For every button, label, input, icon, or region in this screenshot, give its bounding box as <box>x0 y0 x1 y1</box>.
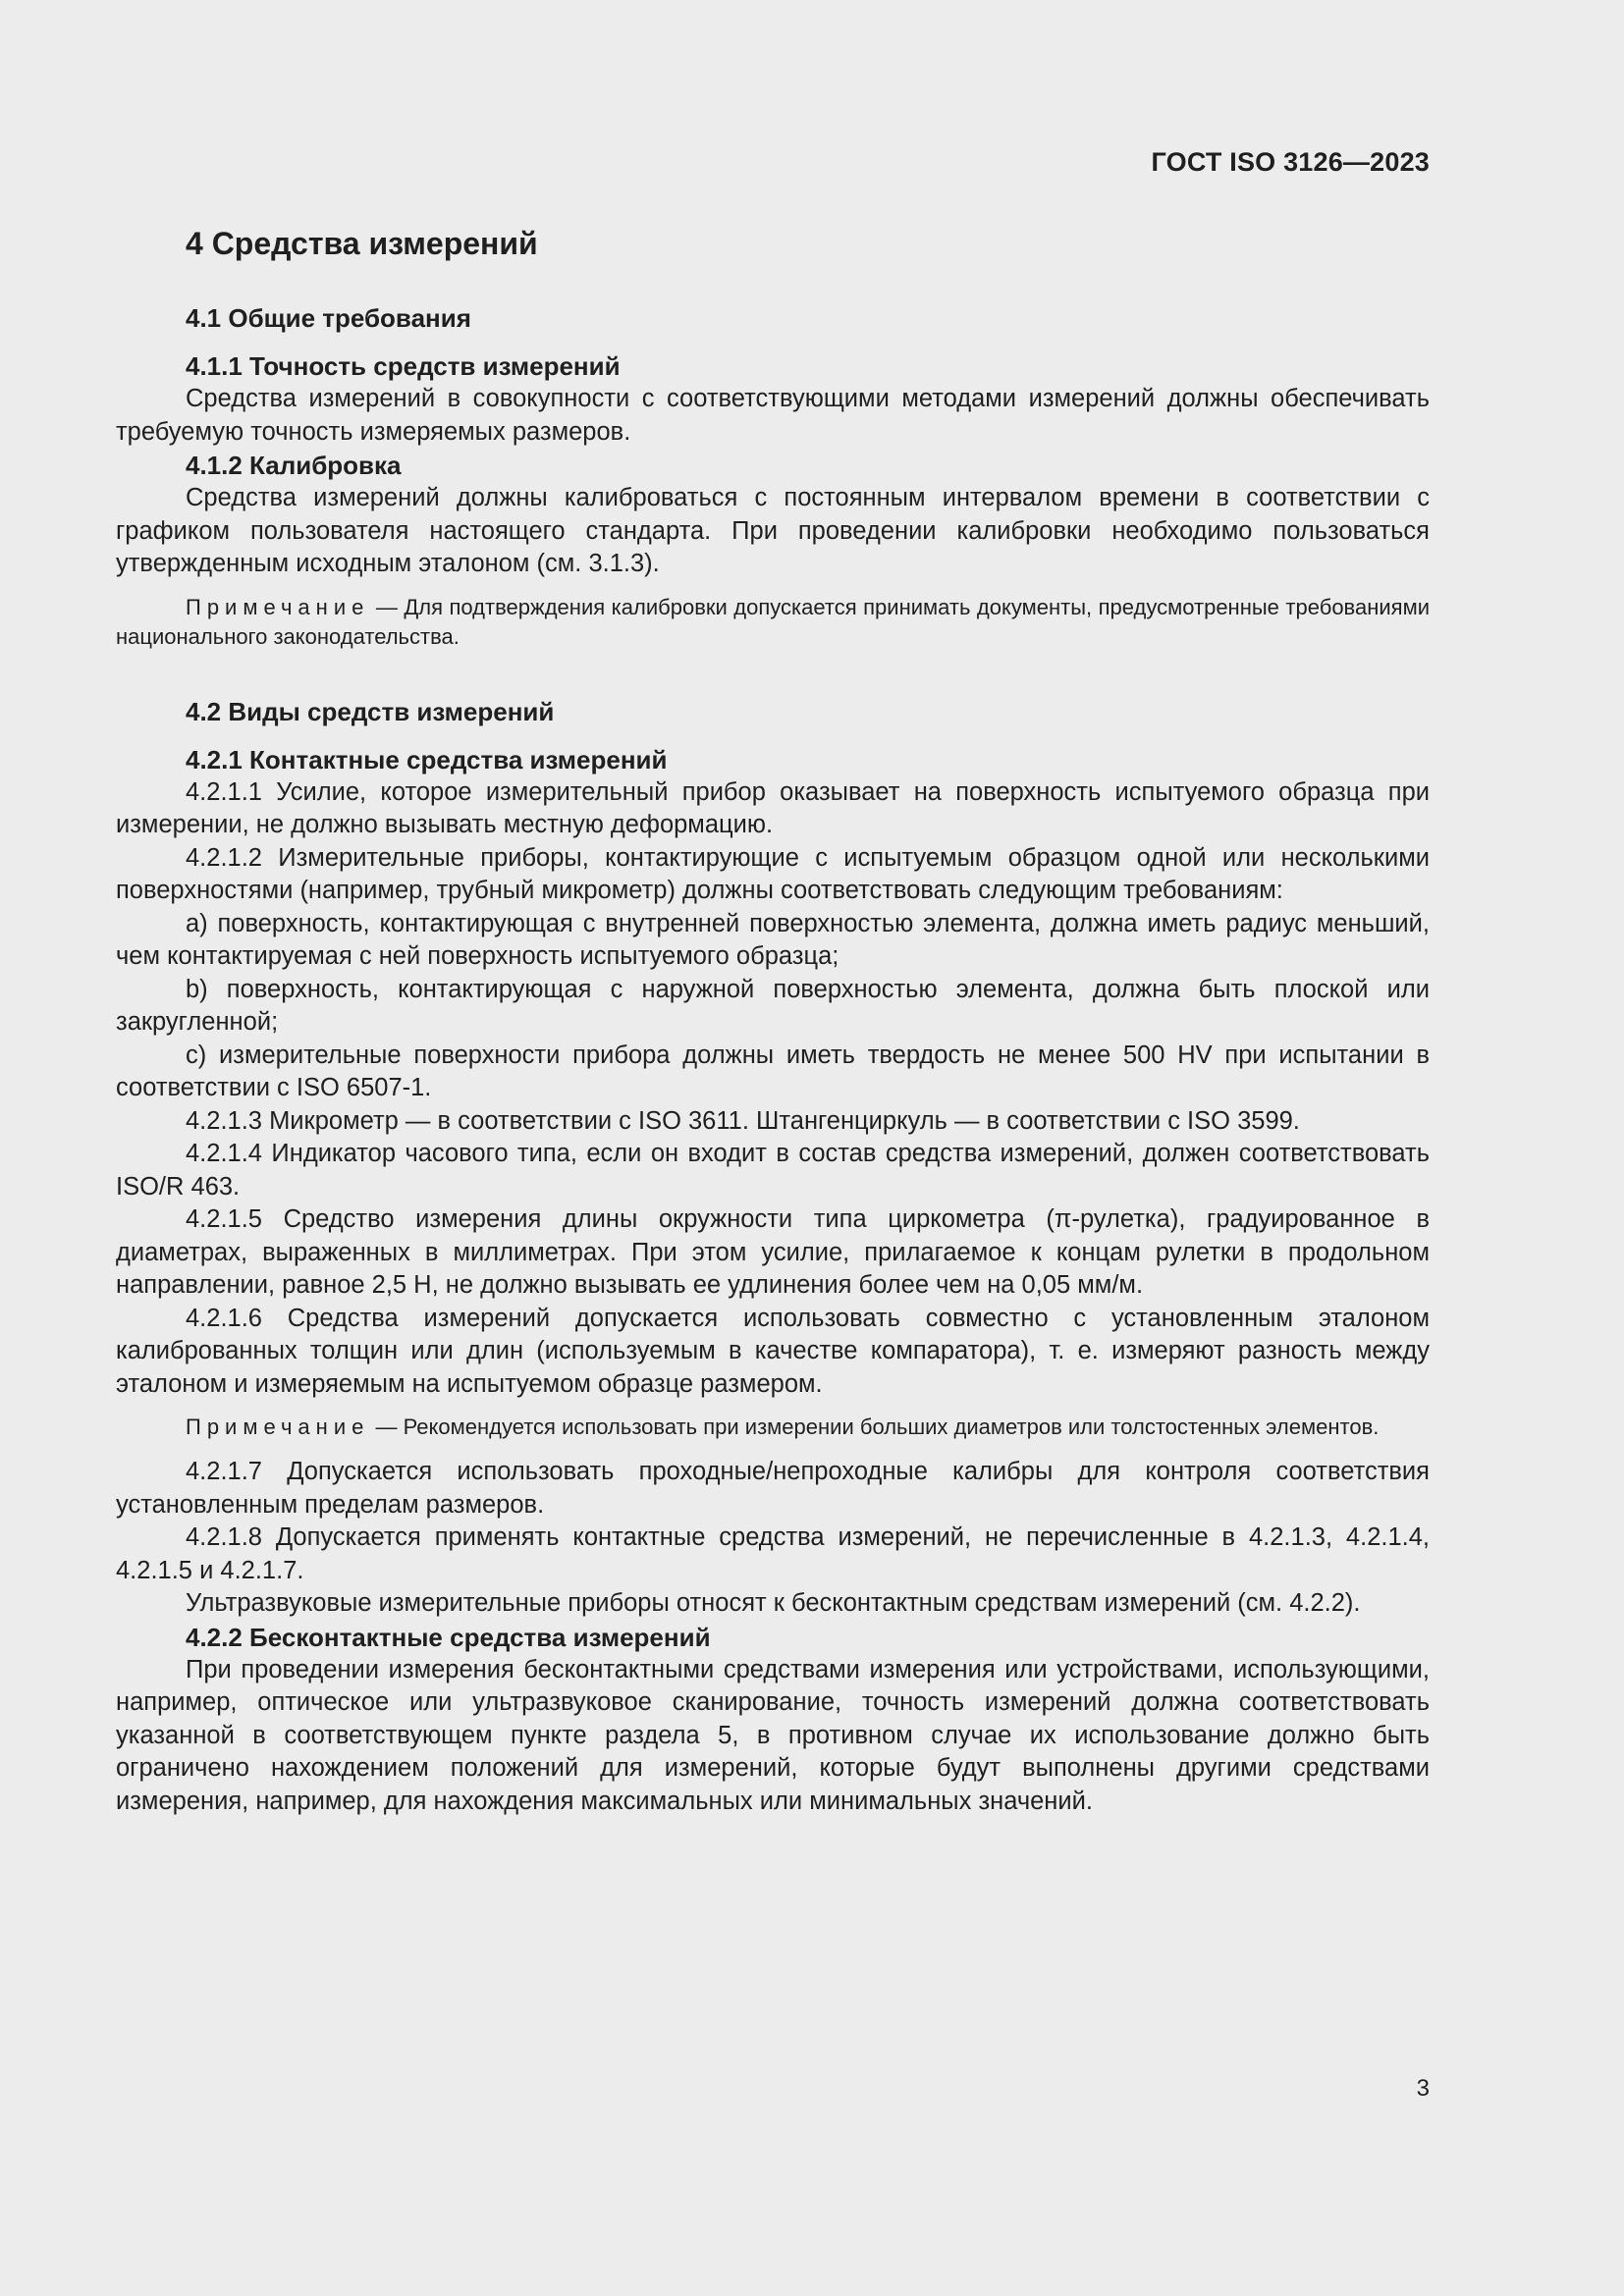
clause-title-4-2-2: 4.2.2 Бесконтактные средства измерений <box>186 1622 711 1652</box>
subsection-title-4-1: 4.1 Общие требования <box>186 303 471 333</box>
paragraph-ultrasonic: Ультразвуковые измерительные приборы относят к бесконтактным средствам измерений (см. 4.2.2). <box>186 1589 1361 1617</box>
clause-title-4-1-1: 4.1.1 Точность средств измерений <box>186 351 621 381</box>
clause-text-4-1-2: Средства измерений должны калиброваться с постоянным интервалом времени в соответствии с графиком пользователя настоящего стандарта. При проведении калибровки необходимо пользоваться утвержденным исходным эталоном (см. 3.1.3). <box>116 484 1430 577</box>
section-title: 4 Средства измерений <box>186 226 538 261</box>
clause-title-4-1-2: 4.1.2 Калибровка <box>186 451 402 480</box>
paragraph-4-2-1-7: 4.2.1.7 Допускается использовать проходные/непроходные калибры для контроля соответствия установленным пределам размеров. <box>116 1458 1430 1519</box>
paragraph-4-2-1-3: 4.2.1.3 Микрометр — в соответствии с ISO 3611. Штангенциркуль — в соответствии с ISO 3599. <box>186 1106 1300 1135</box>
clause-text-4-1-1: Средства измерений в совокупности с соответствующими методами измерений должны обеспечивать требуемую точность измеряемых размеров. <box>116 385 1430 446</box>
paragraph-4-2-1-1: 4.2.1.1 Усилие, которое измерительный прибор оказывает на поверхность испытуемого образца при измерении, не должно вызывать местную деформацию. <box>116 777 1430 838</box>
note-label: Примечание <box>186 594 370 619</box>
paragraph-4-2-1-8: 4.2.1.8 Допускается применять контактные средства измерений, не перечисленные в 4.2.1.3, 4.2.1.4, 4.2.1.5 и 4.2.1.7. <box>116 1523 1430 1584</box>
paragraph-4-2-1-4: 4.2.1.4 Индикатор часового типа, если он входит в состав средства измерений, должен соответствовать ISO/R 463. <box>116 1140 1430 1201</box>
note-calibration <box>116 593 1430 652</box>
list-item-c: c) измерительные поверхности прибора должны иметь твердость не менее 500 HV при испытании в соответствии с ISO 6507-1. <box>116 1041 1430 1101</box>
list-item-b: b) поверхность, контактирующая с наружной поверхностью элемента, должна быть плоской или закругленной; <box>116 975 1430 1036</box>
document-code: ГОСТ ISO 3126—2023 <box>1151 147 1430 177</box>
page-number: 3 <box>1416 2075 1430 2102</box>
subsection-title-4-2: 4.2 Виды средств измерений <box>186 696 555 726</box>
note-text: — Для подтверждения калибровки допускается принимать документы, предусмотренные требованиями национального законодательства. <box>116 594 1430 649</box>
page-content <box>116 224 1430 1818</box>
note-text: — Рекомендуется использовать при измерении больших диаметров или толстостенных элементов. <box>369 1415 1380 1439</box>
paragraph-4-2-1-2: 4.2.1.2 Измерительные приборы, контактирующие с испытуемым образцом одной или несколькими поверхностями (например, трубный микрометр) должны соответствовать следующим требованиям: <box>116 843 1430 904</box>
note-large-diameters <box>116 1413 1430 1442</box>
paragraph-4-2-1-6: 4.2.1.6 Средства измерений допускается использовать совместно с установленным эталоном калиброванных толщин или длин (используемым в качестве компаратора), т. е. измеряют разность между эталоном и измеряемым на испытуемом образце размером. <box>116 1304 1430 1398</box>
clause-text-4-2-2: При проведении измерения бесконтактными средствами измерения или устройствами, использующими, например, оптическое или ультразвуковое сканирование, точность измерений должна соответствовать указанной в соответствующем пункте раздела 5, в противном случае их использование должно быть ограничено нахождением положений для измерений, которые будут выполнены другими средствами измерения, например, для нахождения максимальных или минимальных значений. <box>116 1655 1430 1815</box>
paragraph-4-2-1-5: 4.2.1.5 Средство измерения длины окружности типа циркометра (π-рулетка), градуированное в диаметрах, выраженных в миллиметрах. При этом усилие, прилагаемое к концам рулетки в продольном направлении, равное 2,5 Н, не должно вызывать ее удлинения более чем на 0,05 мм/м. <box>116 1205 1430 1299</box>
clause-title-4-2-1: 4.2.1 Контактные средства измерений <box>186 744 668 774</box>
list-item-a: a) поверхность, контактирующая с внутренней поверхностью элемента, должна иметь радиус меньший, чем контактируемая с ней поверхность испытуемого образца; <box>116 909 1430 970</box>
note-label: Примечание <box>186 1415 370 1439</box>
